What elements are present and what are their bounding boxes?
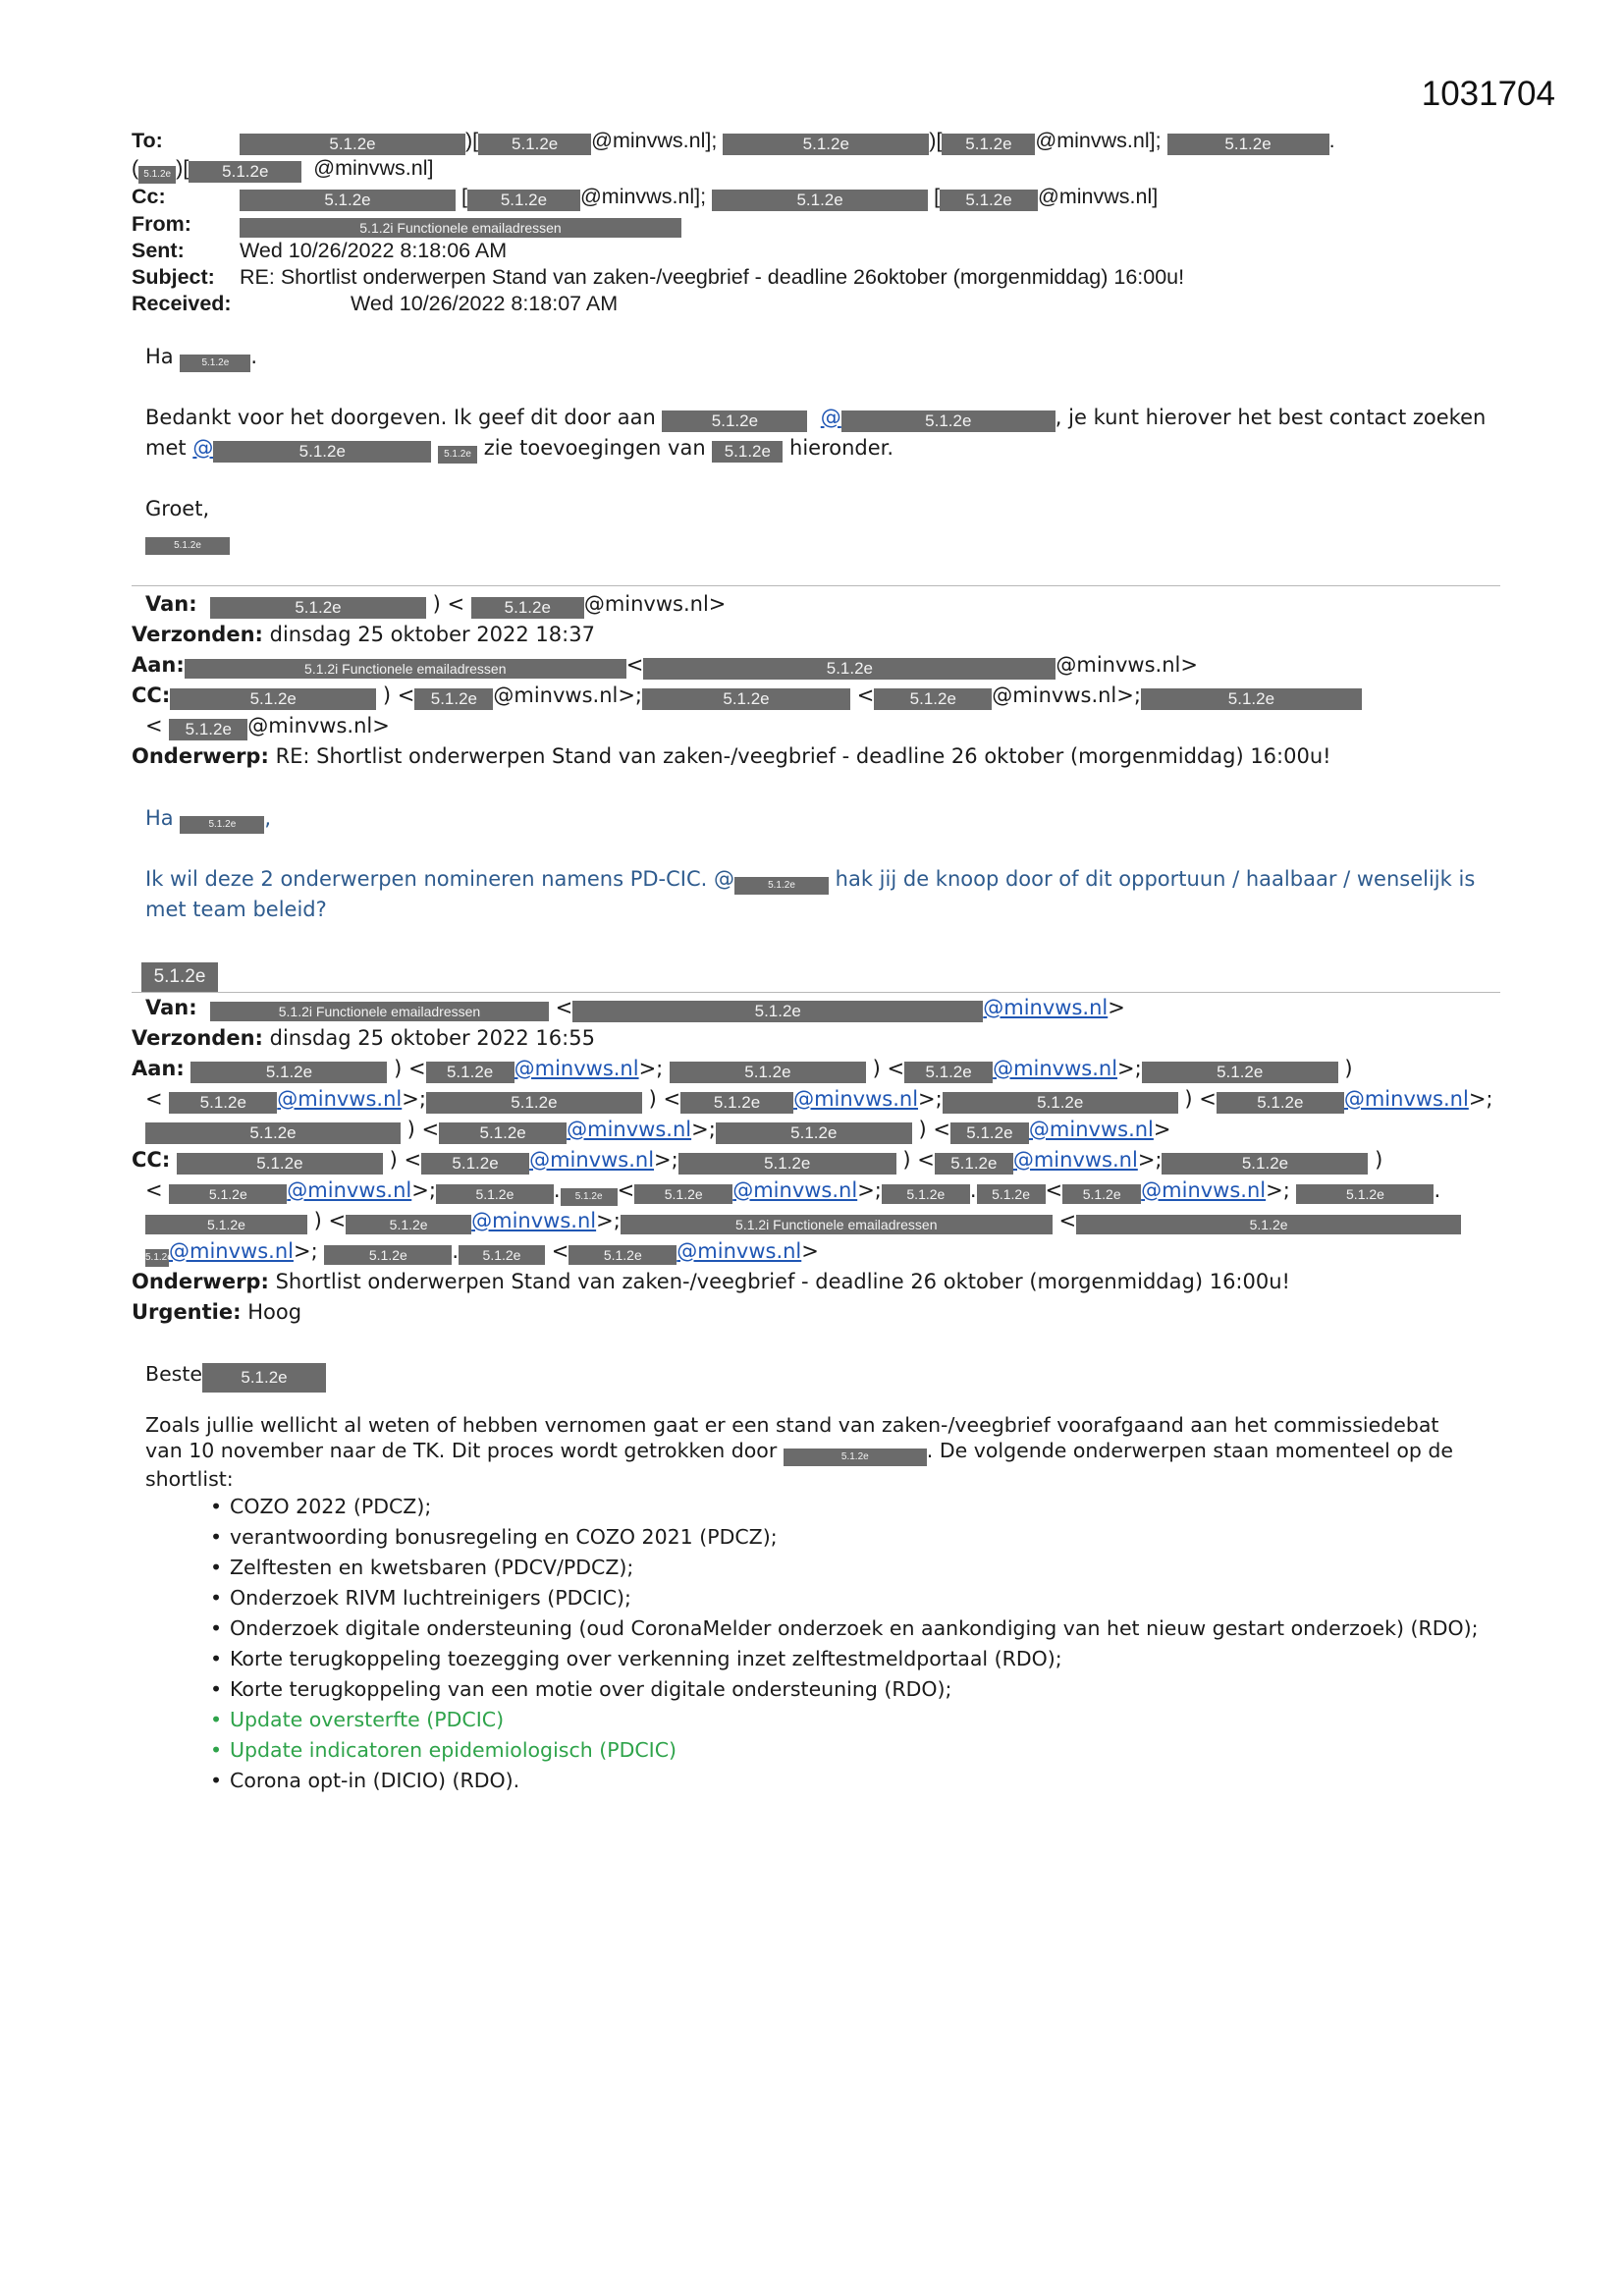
list-item [210, 1613, 1490, 1644]
redaction: 5.1.2e [935, 1153, 1013, 1175]
urgentie-label: Urgentie: [132, 1300, 242, 1324]
redaction: 5.1.2e [210, 597, 426, 619]
redaction: 5.1.2e [1141, 688, 1362, 710]
reply-closing: Groet, [145, 497, 210, 520]
email-domain: @minvws.nl> [583, 592, 727, 616]
redaction: 5.1.2e [177, 1153, 383, 1175]
redaction: 5.1.2e [426, 1062, 514, 1083]
redaction: 5.1.2e [662, 410, 807, 432]
reply-line-1: Bedankt voor het doorgeven. Ik geef dit door aan 5.1.2e @ 5.1.2e , je kunt hierover het best contact zoeken [145, 406, 1487, 430]
topic-text: Onderzoek digitale ondersteuning (oud CoronaMelder onderzoek en aankondiging van het nieuw gestart onderzoek) (RDO); [230, 1616, 1479, 1640]
redaction: 5.1.2e [1167, 134, 1329, 155]
verzonden-label: Verzonden: [132, 1026, 263, 1050]
redaction: 5.1.2e [213, 441, 431, 463]
redaction: 5.1.2e [712, 441, 783, 463]
list-item [210, 1705, 1490, 1735]
redaction: 5.1.2e [950, 1122, 1029, 1144]
email-link[interactable]: @minvws.nl [514, 1057, 639, 1080]
redaction: 5.1.2e [723, 134, 929, 155]
cc-row-3b: < 5.1.2e @minvws.nl>; 5.1.2e . 5.1.2e < 5.1.2e @minvws.nl>; 5.1.2e . 5.1.2e < 5.1.2e @minvws.nl>; 5.1.2e . [132, 1175, 1506, 1206]
redaction: 5.1.2e [678, 1153, 896, 1175]
topic-text: verantwoording bonusregeling en COZO 2021 (PDCZ); [230, 1525, 778, 1549]
redaction: 5.1.2e [572, 1001, 983, 1022]
from-row [132, 211, 1526, 238]
redaction: 5.1.2e [561, 1188, 618, 1206]
urgentie-row [132, 1297, 1506, 1328]
redaction-functional: 5.1.2i Functionele emailadressen [210, 1002, 549, 1021]
greeting-text: Ha [145, 806, 174, 830]
cc-label: CC: [132, 683, 171, 707]
redaction: 5.1.2e [346, 1215, 471, 1234]
subject-row [132, 264, 1526, 291]
sent-row [132, 238, 1526, 264]
redaction: 5.1.2e [643, 658, 1056, 680]
redaction: 5.1.2e [1142, 1062, 1338, 1083]
van-label: Van: [145, 996, 197, 1019]
bullet-icon: • [210, 1677, 223, 1701]
cc-row: Cc: 5.1.2e [ 5.1.2e @minvws.nl]; 5.1.2e [ 5.1.2e @minvws.nl] [132, 185, 1159, 209]
intro-line-2 [145, 1438, 1490, 1466]
body-text: Ik wil deze 2 onderwerpen nomineren namens PD-CIC. @ [145, 867, 734, 891]
bullet-icon: • [210, 1495, 223, 1518]
redaction: 5.1.2e [471, 597, 584, 619]
redaction: 5.1.2e [1296, 1184, 1434, 1204]
redaction: 5.1.2e [882, 1184, 970, 1204]
redaction: 5.1.2e [874, 688, 992, 710]
redaction: 5.1.2e [240, 190, 456, 211]
message-2-line-2: met team beleid? [145, 898, 327, 921]
redaction: 5.1.2e [169, 1184, 287, 1204]
redaction: 5.1.2e [169, 1092, 277, 1114]
sent-value: Wed 10/26/2022 8:18:06 AM [240, 239, 508, 262]
cc-row-3d: 5.1.2e@minvws.nl>; 5.1.2e . 5.1.2e < 5.1.2e @minvws.nl> [132, 1236, 1506, 1267]
body-text: zie toevoegingen van [483, 436, 706, 460]
email-link[interactable]: @minvws.nl [732, 1178, 858, 1202]
redaction: 5.1.2e [841, 410, 1056, 432]
urgentie-value: Hoog [247, 1300, 302, 1324]
topic-list [145, 1492, 1490, 1796]
redaction: 5.1.2e [436, 1184, 554, 1204]
email-link[interactable]: @minvws.nl [471, 1209, 597, 1232]
redaction-functional: 5.1.2i Functionele emailadressen [240, 218, 681, 238]
redaction: 5.1.2e [145, 1249, 169, 1267]
aan-row: Aan: 5.1.2i Functionele emailadressen < 5.1.2e @minvws.nl> [132, 653, 1198, 678]
list-item [210, 1522, 1490, 1553]
list-item [210, 1492, 1490, 1522]
intro-line-3: shortlist: [145, 1467, 234, 1491]
subject-label: Subject: [132, 265, 215, 289]
email-link[interactable]: @minvws.nl [529, 1148, 655, 1172]
topic-text: COZO 2022 (PDCZ); [230, 1495, 432, 1518]
greeting-text: Ha [145, 345, 174, 368]
onderwerp-row [132, 741, 1506, 772]
redaction: 5.1.2e [634, 1184, 732, 1204]
van-row: Van: 5.1.2e ) < 5.1.2e @minvws.nl> [145, 592, 727, 617]
received-label: Received: [132, 292, 232, 315]
email-link[interactable]: @minvws.nl [983, 996, 1109, 1019]
email-link[interactable]: @minvws.nl [793, 1087, 919, 1111]
aan-row-3b: < 5.1.2e @minvws.nl>; 5.1.2e ) < 5.1.2e @minvws.nl>; 5.1.2e ) < 5.1.2e @minvws.nl>; [145, 1087, 1493, 1112]
topic-text: Update oversterfte (PDCIC) [230, 1708, 505, 1731]
message-2-body [145, 803, 1490, 925]
quoted-header-2 [132, 589, 1506, 772]
message-3-body [145, 1361, 1490, 1796]
email-domain: @minvws.nl]; [1035, 129, 1162, 152]
received-row [132, 291, 1526, 317]
aan-row-3c: 5.1.2e ) < 5.1.2e @minvws.nl>; 5.1.2e ) < 5.1.2e @minvws.nl> [132, 1115, 1506, 1145]
message-2-greeting: Ha 5.1.2e , [145, 803, 1490, 834]
email-link[interactable]: @minvws.nl [677, 1239, 802, 1263]
redaction: 5.1.2e [942, 134, 1035, 155]
list-item [210, 1583, 1490, 1613]
redaction: 5.1.2e [138, 166, 176, 184]
redaction: 5.1.2e [438, 446, 477, 464]
body-text: . De volgende onderwerpen staan momenteel op de [926, 1439, 1454, 1462]
redaction: 5.1.2e [734, 877, 829, 895]
redaction: 5.1.2e [459, 1245, 545, 1265]
verzonden-value: dinsdag 25 oktober 2022 16:55 [269, 1026, 595, 1050]
redaction: 5.1.2e [170, 688, 376, 710]
body-text: met [145, 436, 187, 460]
redaction: 5.1.2e [190, 1062, 387, 1083]
cc-row-3: CC: 5.1.2e ) < 5.1.2e @minvws.nl>; 5.1.2e ) < 5.1.2e @minvws.nl>; 5.1.2e ) [132, 1148, 1383, 1173]
redaction: 5.1.2e [145, 1215, 307, 1234]
redaction: 5.1.2e [439, 1122, 567, 1144]
reply-body [145, 342, 1490, 555]
email-domain: @minvws.nl] [313, 156, 434, 180]
redaction: 5.1.2e [680, 1092, 793, 1114]
redaction: 5.1.2e [642, 688, 850, 710]
cc-label: CC: [132, 1148, 171, 1172]
bullet-icon: • [210, 1769, 223, 1792]
redaction: 5.1.2e [141, 962, 218, 992]
print-header [132, 128, 1526, 317]
redaction: 5.1.2e [940, 190, 1038, 211]
redaction: 5.1.2e [202, 1363, 326, 1393]
redaction: 5.1.2e [1162, 1153, 1368, 1175]
redaction-functional: 5.1.2i Functionele emailadressen [185, 659, 626, 679]
to-label: To: [132, 129, 163, 152]
redaction: 5.1.2e [716, 1122, 912, 1144]
topic-text: Corona opt-in (DICIO) (RDO). [230, 1769, 520, 1792]
van-label: Van: [145, 592, 197, 616]
redaction: 5.1.2e [169, 719, 247, 740]
redaction: 5.1.2e [568, 1245, 677, 1265]
redaction: 5.1.2e [1062, 1184, 1141, 1204]
intro-line-1: Zoals jullie wellicht al weten of hebben vernomen gaat er een stand van zaken-/veegbrief voorafgaand aan het commissiedebat [145, 1413, 1439, 1437]
onderwerp-label: Onderwerp: [132, 1270, 269, 1293]
onderwerp-value: Shortlist onderwerpen Stand van zaken-/veegbrief - deadline 26 oktober (morgenmiddag) 16:00u! [275, 1270, 1290, 1293]
topic-text: Onderzoek RIVM luchtreinigers (PDCIC); [230, 1586, 631, 1610]
redaction: 5.1.2e [712, 190, 928, 211]
redaction: 5.1.2e [670, 1062, 866, 1083]
email-domain: @minvws.nl>; [493, 683, 643, 707]
redaction: 5.1.2e [240, 134, 465, 155]
redaction: 5.1.2e [478, 134, 591, 155]
email-link[interactable]: @minvws.nl [169, 1239, 294, 1263]
aan-label: Aan: [132, 1057, 185, 1080]
cc-row-2-cont: < 5.1.2e @minvws.nl> [145, 714, 390, 738]
message-2-line-1 [145, 864, 1490, 895]
redaction: 5.1.2e [977, 1184, 1046, 1204]
separator [132, 585, 1500, 586]
topic-text: Zelftesten en kwetsbaren (PDCV/PDCZ); [230, 1556, 634, 1579]
redaction: 5.1.2e [145, 537, 230, 555]
email-domain: @minvws.nl] [1038, 185, 1159, 208]
greeting-text: Beste [145, 1362, 203, 1386]
body-text: Bedankt voor het doorgeven. Ik geef dit door aan [145, 406, 656, 429]
email-link[interactable]: @minvws.nl [567, 1118, 692, 1141]
bullet-icon: • [210, 1556, 223, 1579]
email-link[interactable]: @minvws.nl [1343, 1087, 1469, 1111]
reply-greeting: Ha 5.1.2e . [145, 342, 1490, 372]
list-item [210, 1735, 1490, 1766]
redaction: 5.1.2e [189, 161, 301, 183]
reply-line-2 [145, 433, 1490, 464]
redaction: 5.1.2e [943, 1092, 1178, 1114]
mention-link[interactable]: @ [192, 436, 214, 460]
bullet-icon: • [210, 1738, 223, 1762]
redaction: 5.1.2e [467, 190, 580, 211]
onderwerp-label: Onderwerp: [132, 744, 269, 768]
bullet-icon: • [210, 1708, 223, 1731]
redaction-functional: 5.1.2i Functionele emailadressen [621, 1215, 1053, 1234]
topic-text: Update indicatoren epidemiologisch (PDCIC) [230, 1738, 677, 1762]
verzonden-label: Verzonden: [132, 623, 263, 646]
redaction: 5.1.2e [324, 1245, 452, 1265]
body-text: van 10 november naar de TK. Dit proces wordt getrokken door [145, 1439, 778, 1462]
signature [141, 962, 218, 992]
email-link[interactable]: @minvws.nl [1028, 1118, 1154, 1141]
bullet-icon: • [210, 1647, 223, 1670]
redaction: 5.1.2e [421, 1153, 529, 1175]
quoted-header-3 [132, 993, 1506, 1328]
list-item [210, 1674, 1490, 1705]
cc-label: Cc: [132, 185, 166, 208]
topic-text: Korte terugkoppeling van een motie over digitale ondersteuning (RDO); [230, 1677, 952, 1701]
list-item [210, 1553, 1490, 1583]
onderwerp-value: RE: Shortlist onderwerpen Stand van zaken-/veegbrief - deadline 26 oktober (morgenmiddag) 16:00u! [275, 744, 1331, 768]
mention-link[interactable]: @ [820, 406, 841, 429]
email-link[interactable]: @minvws.nl [1141, 1178, 1267, 1202]
body-text: je kunt hierover het best contact zoeken [1068, 406, 1487, 429]
aan-label: Aan: [132, 653, 185, 677]
verzonden-row-3 [132, 1023, 1506, 1054]
message-3-greeting [145, 1361, 1490, 1393]
redaction: 5.1.2e [1076, 1215, 1461, 1234]
redaction: 5.1.2e [1217, 1092, 1344, 1114]
to-row: To: 5.1.2e )[ 5.1.2e @minvws.nl]; 5.1.2e )[ 5.1.2e @minvws.nl]; 5.1.2e . [132, 129, 1335, 153]
email-domain: @minvws.nl>; [992, 683, 1141, 707]
email-domain: @minvws.nl> [1056, 653, 1198, 677]
bullet-icon: • [210, 1525, 223, 1549]
sent-label: Sent: [132, 239, 185, 262]
to-row-cont: ( 5.1.2e )[ 5.1.2e @minvws.nl] [132, 155, 1526, 184]
email-link[interactable]: @minvws.nl [993, 1057, 1118, 1080]
email-domain: @minvws.nl> [247, 714, 390, 738]
list-item [210, 1766, 1490, 1796]
from-label: From: [132, 212, 191, 236]
bullet-icon: • [210, 1616, 223, 1640]
list-item [210, 1644, 1490, 1674]
redaction: 5.1.2e [180, 355, 250, 372]
cc-row-3c: 5.1.2e ) < 5.1.2e @minvws.nl>; 5.1.2i Functionele emailadressen < 5.1.2e [132, 1206, 1506, 1236]
verzonden-row [132, 620, 1506, 650]
redaction: 5.1.2e [784, 1449, 927, 1466]
email-domain: @minvws.nl]; [591, 129, 718, 152]
email-link[interactable]: @minvws.nl [277, 1087, 403, 1111]
bullet-icon: • [210, 1586, 223, 1610]
redaction: 5.1.2e [426, 1092, 642, 1114]
document-id: 1031704 [1421, 75, 1555, 113]
van-row-3: Van: 5.1.2i Functionele emailadressen < 5.1.2e @minvws.nl> [145, 996, 1125, 1020]
cc-row-2: CC: 5.1.2e ) < 5.1.2e @minvws.nl>; 5.1.2e < 5.1.2e @minvws.nl>; 5.1.2e [132, 681, 1506, 711]
body-text: hieronder. [789, 436, 894, 460]
redaction: 5.1.2e [145, 1122, 401, 1144]
aan-row-3: Aan: 5.1.2e ) < 5.1.2e @minvws.nl>; 5.1.2e ) < 5.1.2e @minvws.nl>; 5.1.2e ) [132, 1057, 1353, 1081]
redaction: 5.1.2e [180, 816, 264, 834]
received-value: Wed 10/26/2022 8:18:07 AM [351, 292, 619, 315]
email-domain: @minvws.nl]; [579, 185, 707, 208]
subject-value: RE: Shortlist onderwerpen Stand van zaken-/veegbrief - deadline 26oktober (morgenmiddag) 16:00u! [240, 265, 1185, 289]
onderwerp-row-3 [132, 1267, 1506, 1297]
verzonden-value: dinsdag 25 oktober 2022 18:37 [269, 623, 595, 646]
email-link[interactable]: @minvws.nl [1012, 1148, 1138, 1172]
redaction: 5.1.2e [904, 1062, 993, 1083]
email-link[interactable]: @minvws.nl [287, 1178, 412, 1202]
redaction: 5.1.2e [414, 688, 493, 710]
topic-text: Korte terugkoppeling toezegging over verkenning inzet zelftestmeldportaal (RDO); [230, 1647, 1062, 1670]
body-text: hak jij de knoop door of dit opportuun / haalbaar / wenselijk is [835, 867, 1476, 891]
